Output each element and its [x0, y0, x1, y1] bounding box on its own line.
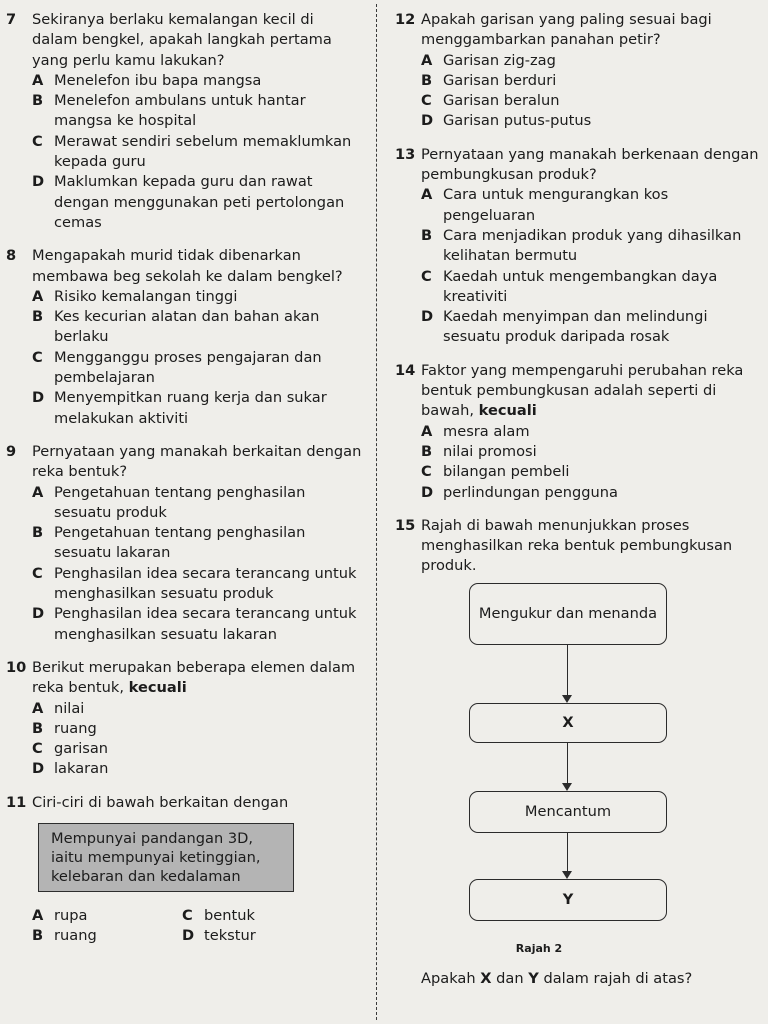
question-number: 7 [6, 11, 17, 28]
question-number: 8 [6, 247, 17, 265]
option-d[interactable]: D perlindungan pengguna [421, 483, 618, 501]
characteristics-box: Mempunyai pandangan 3D, iaitu mempunyai ketinggian, kelebaran dan kedalaman [38, 823, 294, 892]
left-column [6, 10, 362, 947]
question-11 [6, 793, 362, 813]
option-d[interactable]: D lakaran [32, 760, 109, 778]
question-stem: Faktor yang mempengaruhi perubahan reka bentuk pembungkusan adalah seperti di bawah, kecuali [421, 361, 744, 420]
option-c[interactable]: C bentuk [182, 906, 255, 924]
question-stem: Mengapakah murid tidak dibenarkan membawa beg sekolah ke dalam bengkel? [32, 247, 343, 285]
right-column [395, 10, 763, 989]
column-divider [376, 4, 377, 1020]
option-b[interactable]: B Pengetahuan tentang penghasilan sesuatu lakaran [32, 524, 306, 562]
question-stem: Berikut merupakan beberapa elemen dalam reka bentuk, kecuali [32, 658, 356, 697]
option-a[interactable]: A Cara untuk mengurangkan kos pengeluaran [421, 186, 669, 224]
option-c[interactable]: C Garisan beralun [421, 92, 560, 110]
question-number: 10 [6, 658, 27, 676]
question-stem: Ciri-ciri di bawah berkaitan dengan [32, 793, 289, 811]
option-a[interactable]: A Pengetahuan tentang penghasilan sesuatu produk [32, 483, 306, 521]
option-b[interactable]: B Cara menjadikan produk yang dihasilkan kelihatan bermutu [421, 226, 742, 265]
question-12 [395, 10, 763, 132]
option-c[interactable]: C Merawat sendiri sebelum memaklumkan kepada guru [32, 132, 352, 171]
option-d[interactable]: D Penghasilan idea secara terancang untuk menghasilkan sesuatu lakaran [32, 605, 357, 643]
option-d[interactable]: D Garisan putus-putus [421, 112, 592, 130]
option-b[interactable]: B nilai promosi [421, 442, 537, 460]
flow-connector [567, 743, 568, 785]
flow-arrowhead [562, 695, 572, 703]
label-x: X [480, 970, 492, 988]
option-a[interactable]: A nilai [32, 699, 85, 717]
option-a[interactable]: A rupa [32, 906, 88, 924]
option-a[interactable]: A Menelefon ibu bapa mangsa [32, 71, 262, 89]
question-stem: Pernyataan yang manakah berkaitan dengan reka bentuk? [32, 442, 362, 481]
option-a[interactable]: A Risiko kemalangan tinggi [32, 287, 238, 305]
flow-step-measure-mark: Mengukur dan menanda [469, 583, 667, 645]
option-b[interactable]: B ruang [32, 927, 97, 945]
option-d[interactable]: D tekstur [182, 927, 256, 945]
process-flowchart [395, 583, 763, 935]
option-a[interactable]: A Garisan zig-zag [421, 51, 556, 69]
question-11-options [32, 906, 362, 947]
question-stem: Apakah garisan yang paling sesuai bagi menggambarkan panahan petir? [421, 11, 712, 49]
option-c[interactable]: C Penghasilan idea secara terancang untuk menghasilkan sesuatu produk [32, 564, 357, 603]
question-number: 11 [6, 793, 27, 811]
option-c[interactable]: C Kaedah untuk mengembangkan daya kreativiti [421, 267, 718, 305]
label-y: Y [528, 970, 539, 988]
option-d[interactable]: D Menyempitkan ruang kerja dan sukar melakukan aktiviti [32, 389, 327, 427]
option-d[interactable]: D Maklumkan kepada guru dan rawat dengan menggunakan peti pertolongan cemas [32, 173, 345, 231]
flow-step-y: Y [469, 879, 667, 921]
flow-connector [567, 645, 568, 697]
question-stem: Sekiranya berlaku kemalangan kecil di dalam bengkel, apakah langkah pertama yang perlu kamu lakukan? [32, 11, 332, 69]
question-number: 12 [395, 11, 416, 28]
flow-connector [567, 833, 568, 873]
question-number: 15 [395, 516, 416, 534]
option-c[interactable]: C garisan [32, 740, 109, 758]
question-stem: Rajah di bawah menunjukkan proses menghasilkan reka bentuk pembungkusan produk. [421, 516, 733, 575]
option-b[interactable]: B Garisan berduri [421, 71, 557, 89]
option-b[interactable]: B ruang [32, 719, 97, 737]
question-13 [395, 145, 763, 348]
keyword-kecuali: kecuali [478, 402, 537, 420]
option-b[interactable]: B Menelefon ambulans untuk hantar mangsa ke hospital [32, 92, 306, 130]
question-15 [395, 516, 763, 577]
option-a[interactable]: A mesra alam [421, 422, 530, 440]
question-number: 9 [6, 442, 17, 460]
option-c[interactable]: C bilangan pembeli [421, 463, 570, 481]
figure-caption: Rajah 2 [515, 941, 563, 955]
question-number: 14 [395, 361, 416, 379]
question-stem: Pernyataan yang manakah berkenaan dengan pembungkusan produk? [421, 145, 759, 184]
question-15-prompt: Apakah X dan Y dalam rajah di atas? [421, 970, 693, 988]
keyword-kecuali: kecuali [128, 679, 187, 697]
question-14 [395, 361, 763, 503]
option-b[interactable]: B Kes kecurian alatan dan bahan akan berlaku [32, 308, 320, 346]
question-9 [6, 442, 362, 645]
question-8 [6, 246, 362, 429]
question-10 [6, 658, 362, 780]
flow-step-join: Mencantum [469, 791, 667, 833]
flow-arrowhead [562, 783, 572, 791]
question-number: 13 [395, 145, 416, 163]
question-7 [6, 10, 362, 233]
flow-arrowhead [562, 871, 572, 879]
option-c[interactable]: C Mengganggu proses pengajaran dan pembelajaran [32, 348, 322, 387]
option-d[interactable]: D Kaedah menyimpan dan melindungi sesuatu produk daripada rosak [421, 308, 708, 346]
flow-step-x: X [469, 703, 667, 743]
